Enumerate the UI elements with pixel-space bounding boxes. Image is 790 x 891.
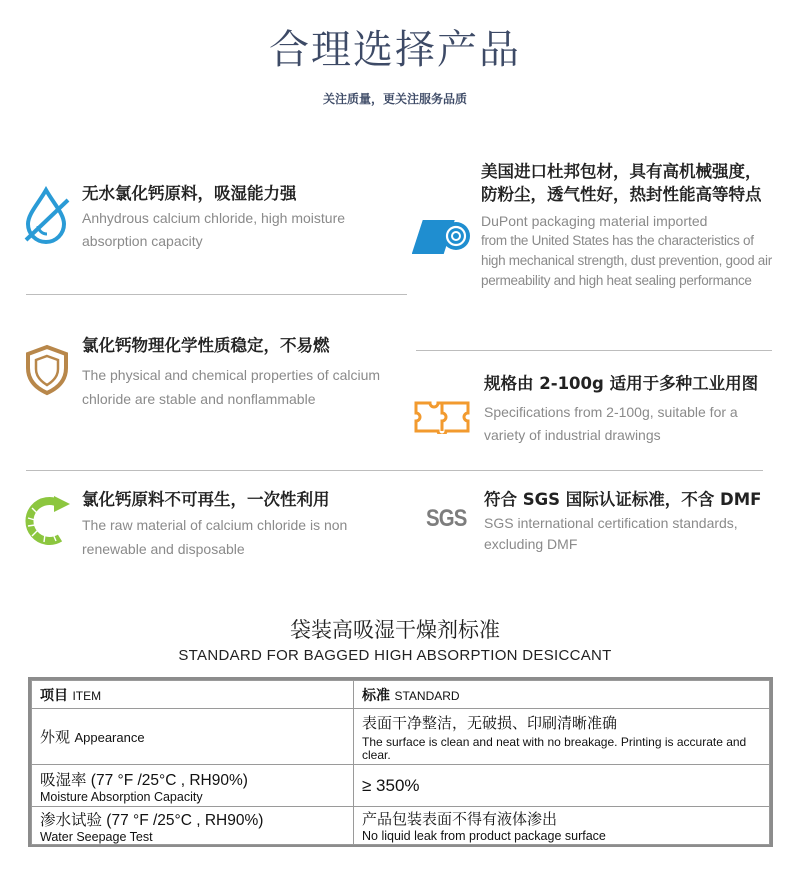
standard-value: ≥ 350% xyxy=(362,775,420,795)
standard-subtitle: STANDARD FOR BAGGED HIGH ABSORPTION DESICCANT xyxy=(178,647,612,664)
standard-en: No liquid leak from product package surface xyxy=(362,829,606,843)
feature-desc: The raw material of calcium chloride is non renewable and disposable xyxy=(82,517,348,557)
feature-desc: DuPont packaging material imported xyxy=(481,213,708,229)
page-subtitle: 关注质量，更关注服务品质 xyxy=(322,92,467,106)
feature-sgs xyxy=(484,489,776,555)
item-en: Moisture Absorption Capacity xyxy=(40,789,203,804)
feature-desc: SGS international certification standards, excluding DMF xyxy=(484,515,738,552)
item-en: Appearance xyxy=(74,730,145,745)
item-cell xyxy=(32,807,354,845)
standard-table xyxy=(28,677,773,847)
header-standard-cn: 标准 xyxy=(362,687,390,704)
item-cn: 吸湿率 (77 °F /25°C , RH90%) xyxy=(40,771,248,789)
feature-title: 符合 SGS 国际认证标准，不含 DMF xyxy=(484,490,762,509)
table-row xyxy=(32,709,770,765)
header-standard-cell xyxy=(354,681,770,709)
divider xyxy=(26,294,407,295)
item-cell xyxy=(32,709,354,765)
header-standard-en: STANDARD xyxy=(394,688,460,703)
item-cn: 外观 xyxy=(40,728,71,746)
table-row xyxy=(32,807,770,845)
feature-title: 无水氯化钙原料，吸湿能力强 xyxy=(82,184,297,203)
item-cn: 渗水试验 (77 °F /25°C , RH90%) xyxy=(40,811,264,829)
feature-title: 美国进口杜邦包材，具有高机械强度，防粉尘，透气性好，热封性能高等特点 xyxy=(481,162,762,204)
standard-cell xyxy=(354,765,770,807)
item-en: Water Seepage Test xyxy=(40,829,153,844)
standard-cell xyxy=(354,709,770,765)
feature-desc: Anhydrous calcium chloride, high moisture absorption capacity xyxy=(82,210,346,249)
feature-title: 氯化钙物理化学性质稳定，不易燃 xyxy=(82,336,330,355)
feature-desc: Specifications from 2-100g, suitable for a variety of industrial drawings xyxy=(484,404,738,443)
feature-disposable xyxy=(82,489,402,561)
feature-desc: from the United States has the characteristics of high mechanical strength, dust prevention, good air permeability and high heat sealing performance xyxy=(481,233,772,288)
divider xyxy=(26,470,763,471)
standard-title: 袋装高吸湿干燥剂标准 xyxy=(290,618,500,642)
header-item-cell xyxy=(32,681,354,709)
divider xyxy=(416,350,772,351)
standard-cn: 产品包装表面不得有液体渗出 xyxy=(362,810,558,828)
material-roll-icon xyxy=(412,210,472,260)
feature-dupont xyxy=(481,161,773,291)
item-cell xyxy=(32,765,354,807)
table-row xyxy=(32,765,770,807)
standard-cell xyxy=(354,807,770,845)
feature-anhydrous xyxy=(82,183,402,253)
feature-title: 规格由 2-100g 适用于多种工业用图 xyxy=(484,374,759,393)
feature-title: 氯化钙原料不可再生，一次性利用 xyxy=(82,490,330,509)
shield-icon xyxy=(24,344,70,396)
feature-stable xyxy=(82,335,412,411)
water-drop-icon xyxy=(24,186,70,244)
sgs-logo-icon: SGS xyxy=(426,505,467,532)
page-title: 合理选择产品 xyxy=(269,27,521,73)
table-header-row xyxy=(32,681,770,709)
feature-desc: The physical and chemical properties of calcium chloride are stable and nonflammable xyxy=(82,367,381,407)
header-item-cn: 项目 xyxy=(40,687,68,704)
standard-en: The surface is clean and neat with no breakage. Printing is accurate and clear. xyxy=(362,734,747,762)
puzzle-icon xyxy=(413,400,471,434)
standard-cn: 表面干净整洁，无破损、印刷清晰准确 xyxy=(362,713,618,732)
header-item-en: ITEM xyxy=(72,688,102,703)
recycle-icon xyxy=(24,492,72,548)
feature-specifications xyxy=(484,373,776,447)
